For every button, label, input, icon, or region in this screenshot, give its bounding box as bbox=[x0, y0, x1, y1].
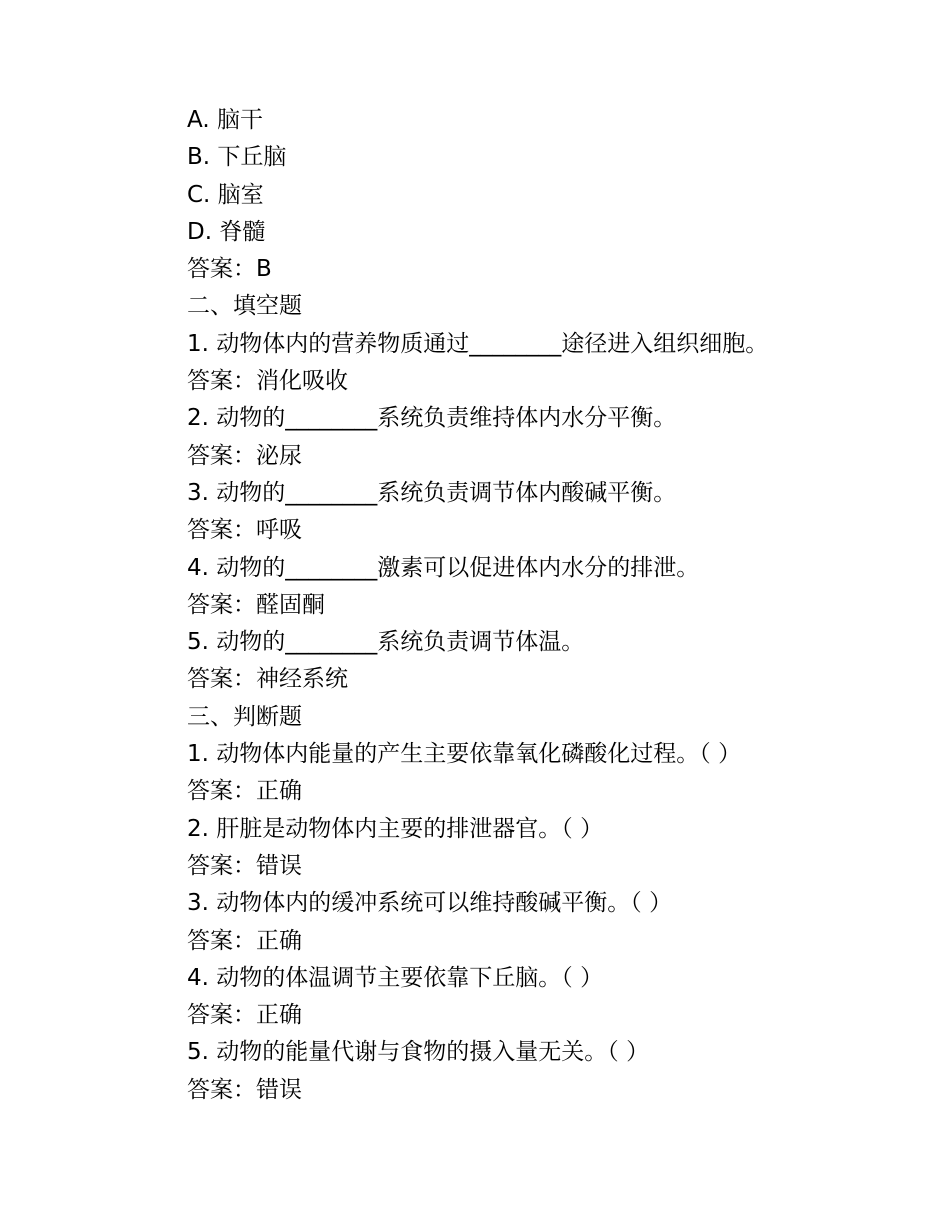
answer: 答案：B bbox=[187, 256, 272, 283]
answer: 答案：正确 bbox=[187, 927, 302, 954]
option-a: A. 脑干 bbox=[187, 107, 263, 133]
answer: 答案：消化吸收 bbox=[187, 368, 348, 395]
question: 3. 动物体内的缓冲系统可以维持酸碱平衡。（ ） bbox=[187, 890, 673, 917]
question: 1. 动物体内能量的产生主要依靠氧化磷酸化过程。（ ） bbox=[187, 741, 742, 768]
answer: 答案：正确 bbox=[187, 778, 302, 805]
answer: 答案：醛固酮 bbox=[187, 591, 325, 618]
question: 4. 动物的体温调节主要依靠下丘脑。（ ） bbox=[187, 964, 604, 991]
option-d: D. 脊髓 bbox=[187, 218, 266, 245]
section-heading-true-false: 三、判断题 bbox=[187, 703, 302, 730]
question: 3. 动物的________系统负责调节体内酸碱平衡。 bbox=[187, 479, 677, 506]
question: 1. 动物体内的营养物质通过________途径进入组织细胞。 bbox=[187, 330, 769, 357]
answer: 答案：错误 bbox=[187, 852, 302, 879]
question: 5. 动物的能量代谢与食物的摄入量无关。（ ） bbox=[187, 1039, 650, 1066]
question: 2. 肝脏是动物体内主要的排泄器官。（ ） bbox=[187, 815, 604, 842]
section-heading-fill-in: 二、填空题 bbox=[187, 293, 302, 320]
option-c: C. 脑室 bbox=[187, 181, 264, 208]
document-body bbox=[187, 102, 887, 1109]
answer: 答案：正确 bbox=[187, 1002, 302, 1029]
question: 2. 动物的________系统负责维持体内水分平衡。 bbox=[187, 405, 677, 432]
answer: 答案：泌尿 bbox=[187, 442, 302, 469]
answer: 答案：错误 bbox=[187, 1076, 302, 1103]
option-b: B. 下丘脑 bbox=[187, 144, 287, 171]
answer: 答案：神经系统 bbox=[187, 666, 348, 693]
question: 5. 动物的________系统负责调节体温。 bbox=[187, 629, 585, 656]
answer: 答案：呼吸 bbox=[187, 517, 302, 544]
question: 4. 动物的________激素可以促进体内水分的排泄。 bbox=[187, 554, 700, 581]
